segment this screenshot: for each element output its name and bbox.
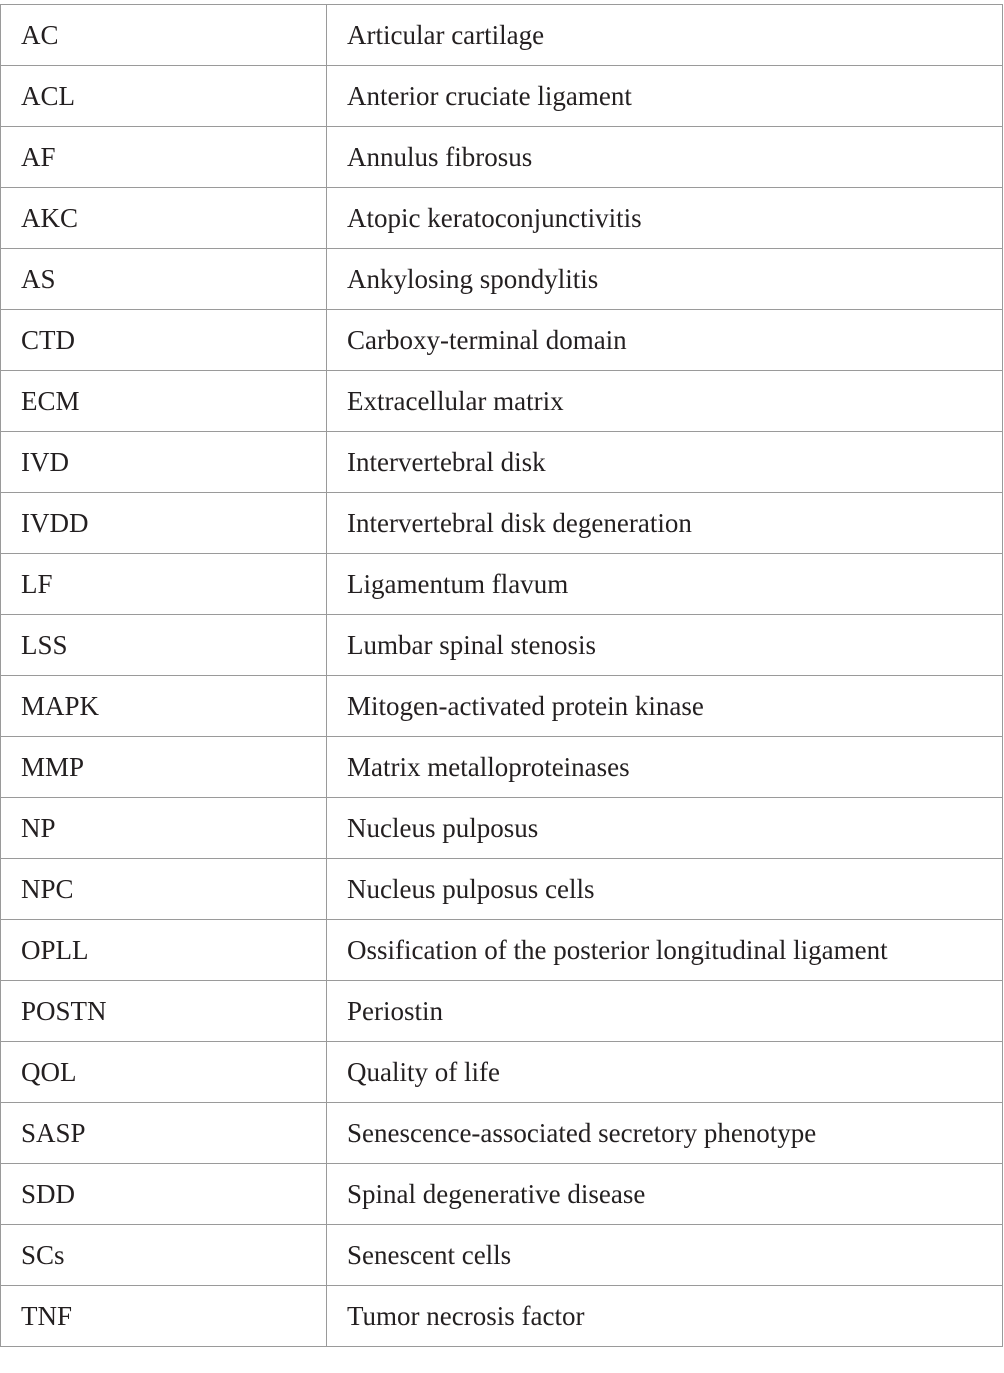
abbreviation-cell: AKC bbox=[1, 188, 327, 249]
definition-cell: Articular cartilage bbox=[327, 5, 1003, 66]
table-row bbox=[1, 249, 1003, 310]
table-row bbox=[1, 432, 1003, 493]
table-row bbox=[1, 859, 1003, 920]
abbreviation-cell: LF bbox=[1, 554, 327, 615]
abbreviation-cell: SDD bbox=[1, 1164, 327, 1225]
definition-cell: Ossification of the posterior longitudinal ligament bbox=[327, 920, 1003, 981]
definition-cell: Carboxy-terminal domain bbox=[327, 310, 1003, 371]
definition-cell: Intervertebral disk bbox=[327, 432, 1003, 493]
definition-cell: Atopic keratoconjunctivitis bbox=[327, 188, 1003, 249]
definition-cell: Ankylosing spondylitis bbox=[327, 249, 1003, 310]
abbreviation-cell: OPLL bbox=[1, 920, 327, 981]
table-row bbox=[1, 554, 1003, 615]
table-row bbox=[1, 798, 1003, 859]
table-row bbox=[1, 127, 1003, 188]
table-row bbox=[1, 1225, 1003, 1286]
abbreviation-cell: IVD bbox=[1, 432, 327, 493]
table-row bbox=[1, 1164, 1003, 1225]
definition-cell: Tumor necrosis factor bbox=[327, 1286, 1003, 1347]
abbreviation-cell: MAPK bbox=[1, 676, 327, 737]
abbreviation-cell: POSTN bbox=[1, 981, 327, 1042]
table-row bbox=[1, 737, 1003, 798]
table-row bbox=[1, 371, 1003, 432]
table-row bbox=[1, 920, 1003, 981]
abbreviation-cell: AC bbox=[1, 5, 327, 66]
definition-cell: Lumbar spinal stenosis bbox=[327, 615, 1003, 676]
definition-cell: Periostin bbox=[327, 981, 1003, 1042]
table-row bbox=[1, 66, 1003, 127]
abbreviation-cell: ACL bbox=[1, 66, 327, 127]
abbreviation-cell: QOL bbox=[1, 1042, 327, 1103]
abbreviation-cell: TNF bbox=[1, 1286, 327, 1347]
abbreviation-cell: IVDD bbox=[1, 493, 327, 554]
definition-cell: Annulus fibrosus bbox=[327, 127, 1003, 188]
abbreviations-table-body bbox=[1, 5, 1003, 1347]
definition-cell: Nucleus pulposus cells bbox=[327, 859, 1003, 920]
table-row bbox=[1, 981, 1003, 1042]
definition-cell: Intervertebral disk degeneration bbox=[327, 493, 1003, 554]
table-row bbox=[1, 1286, 1003, 1347]
definition-cell: Mitogen-activated protein kinase bbox=[327, 676, 1003, 737]
table-row bbox=[1, 615, 1003, 676]
table-row bbox=[1, 1042, 1003, 1103]
definition-cell: Quality of life bbox=[327, 1042, 1003, 1103]
abbreviation-cell: MMP bbox=[1, 737, 327, 798]
table-row bbox=[1, 188, 1003, 249]
definition-cell: Senescent cells bbox=[327, 1225, 1003, 1286]
abbreviations-table bbox=[0, 4, 1003, 1347]
abbreviation-cell: NPC bbox=[1, 859, 327, 920]
definition-cell: Nucleus pulposus bbox=[327, 798, 1003, 859]
abbreviation-cell: AF bbox=[1, 127, 327, 188]
abbreviation-cell: LSS bbox=[1, 615, 327, 676]
abbreviation-cell: NP bbox=[1, 798, 327, 859]
abbreviation-cell: SCs bbox=[1, 1225, 327, 1286]
definition-cell: Extracellular matrix bbox=[327, 371, 1003, 432]
abbreviation-cell: AS bbox=[1, 249, 327, 310]
definition-cell: Ligamentum flavum bbox=[327, 554, 1003, 615]
definition-cell: Senescence-associated secretory phenotype bbox=[327, 1103, 1003, 1164]
table-row bbox=[1, 493, 1003, 554]
table-row bbox=[1, 676, 1003, 737]
table-row bbox=[1, 1103, 1003, 1164]
table-row bbox=[1, 310, 1003, 371]
definition-cell: Anterior cruciate ligament bbox=[327, 66, 1003, 127]
abbreviation-cell: CTD bbox=[1, 310, 327, 371]
table-row bbox=[1, 5, 1003, 66]
abbreviation-cell: ECM bbox=[1, 371, 327, 432]
abbreviation-cell: SASP bbox=[1, 1103, 327, 1164]
definition-cell: Spinal degenerative disease bbox=[327, 1164, 1003, 1225]
definition-cell: Matrix metalloproteinases bbox=[327, 737, 1003, 798]
